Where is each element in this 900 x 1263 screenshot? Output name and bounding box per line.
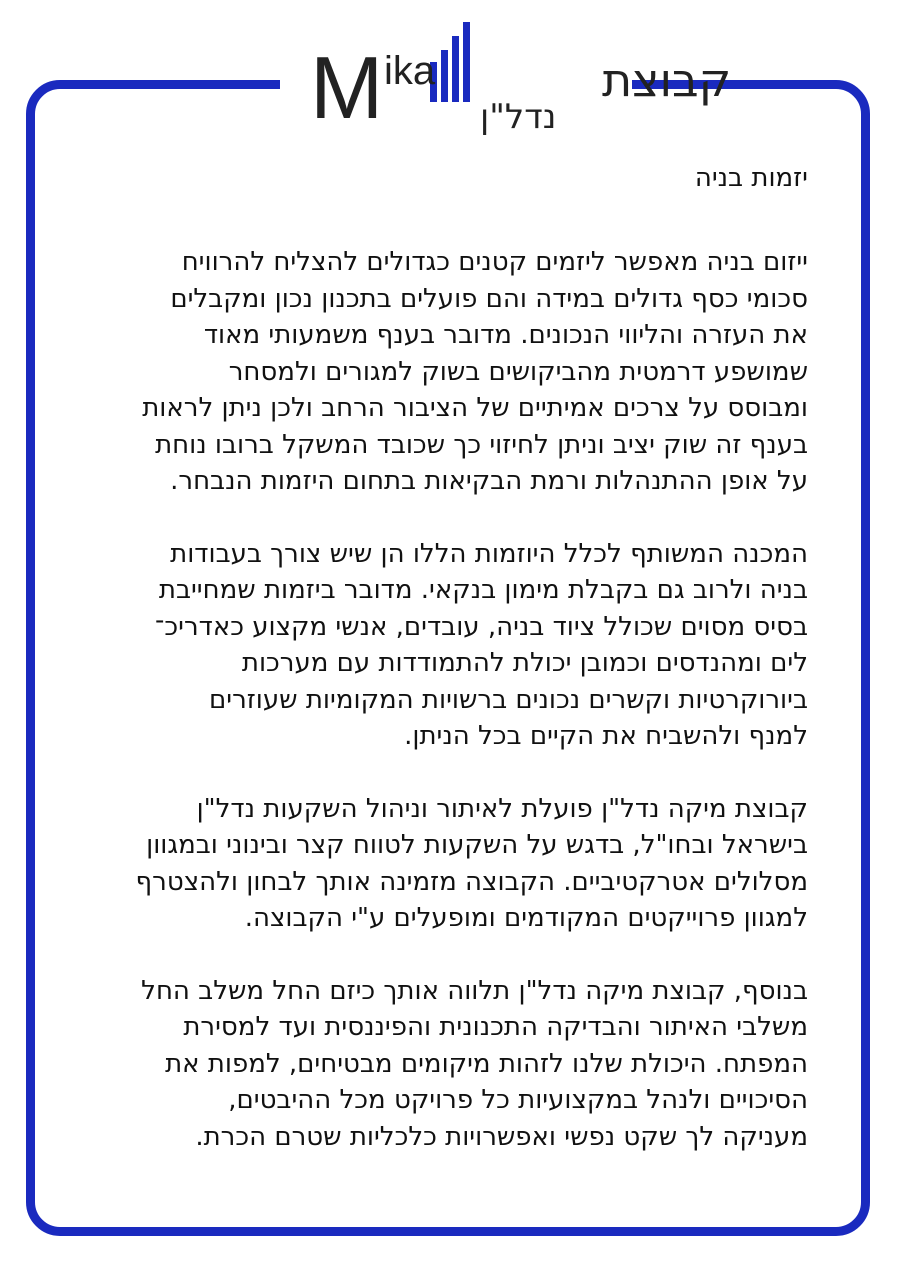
logo-latin-initial: M xyxy=(310,38,384,137)
text-line: ומבוסס על צרכים אמיתיים של הציבור הרחב ולכן ניתן לראות xyxy=(142,393,808,423)
paragraph-1 xyxy=(108,244,808,500)
text-line: משלבי האיתור והבדיקה התכנונית והפיננסית ועד למסירת xyxy=(183,1012,808,1042)
text-line: בענף זה שוק יציב וניתן לחיזוי כך שכובד המשקל ברובו נוחת xyxy=(155,429,808,460)
logo-bar-2 xyxy=(441,50,448,102)
logo-latin-rest: ika xyxy=(384,49,436,93)
company-logo xyxy=(280,14,732,137)
text-line: בסיס מסוים שכולל ציוד בניה, עובדים, אנשי מקצוע כאדריכ־ xyxy=(155,611,808,642)
text-line: בניה ולרוב גם בקבלת מימון בנקאי. מדובר ביזמות שמחייבת xyxy=(158,575,808,605)
paragraph-2 xyxy=(108,536,808,755)
text-line: את העזרה והליווי הנכונים. מדובר בענף משמעותי מאוד xyxy=(203,320,808,350)
text-line: שמושפע דרמטית מהביקושים בשוק למגורים ולמסחר xyxy=(228,356,808,387)
logo-bar-4 xyxy=(463,22,470,102)
document-title: יזמות בניה xyxy=(694,163,808,193)
text-line: בנוסף, קבוצת מיקה נדל"ן תלווה אותך כיזם החל משלב החל xyxy=(141,975,808,1006)
paragraph-3 xyxy=(108,791,808,937)
text-line: לים ומהנדסים וכמובן יכולת להתמודדות עם מערכות xyxy=(241,648,808,678)
text-line: ייזום בניה מאפשר ליזמים קטנים כגדולים להצליח להרוויח xyxy=(181,247,808,277)
text-line: מסלולים אטרקטיביים. הקבוצה מזמינה אותך לבחון ולהצטרף xyxy=(135,866,808,897)
logo-hebrew-bottom: נדל"ן xyxy=(480,97,557,137)
text-line: סכומי כסף גדולים במידה והם פועלים בתכנון נכון ומקבלים xyxy=(170,283,808,314)
text-line: המכנה המשותף לכלל היוזמות הללו הן שיש צורך בעבודות xyxy=(170,538,808,569)
text-line: הסיכויים ולנהל במקצועיות כל פרויקט מכל ההיבטים, xyxy=(228,1085,808,1115)
paragraph-4 xyxy=(108,973,808,1156)
text-line: בישראל ובחו"ל, בדגש על השקעות לטווח קצר ובינוני ובמגוון xyxy=(146,830,808,860)
text-line: ביורוקרטיות וקשרים נכונים ברשויות המקומיות שעוזרים xyxy=(209,684,808,715)
text-line: המפתח. היכולת שלנו לזהות מיקומים מבטיחים, למפות את xyxy=(165,1048,808,1079)
text-line: מעניקה לך שקט נפשי ואפשרויות כלכליות שטרם הכרת. xyxy=(195,1121,808,1152)
text-line: קבוצת מיקה נדל"ן פועלת לאיתור וניהול השקעות נדל"ן xyxy=(196,793,808,824)
text-line: למנף ולהשביח את הקיים בכל הניתן. xyxy=(404,721,808,751)
text-line: למגוון פרוייקטים המקודמים ומופעלים ע"י הקבוצה. xyxy=(244,903,808,933)
logo-hebrew-top: קבוצת xyxy=(602,53,732,107)
logo-graphic xyxy=(280,14,732,137)
document-body xyxy=(108,160,808,1191)
text-line: על אופן ההתנהלות ורמת הבקיאות בתחום היזמות הנבחר. xyxy=(170,466,808,496)
logo-bar-3 xyxy=(452,36,459,102)
